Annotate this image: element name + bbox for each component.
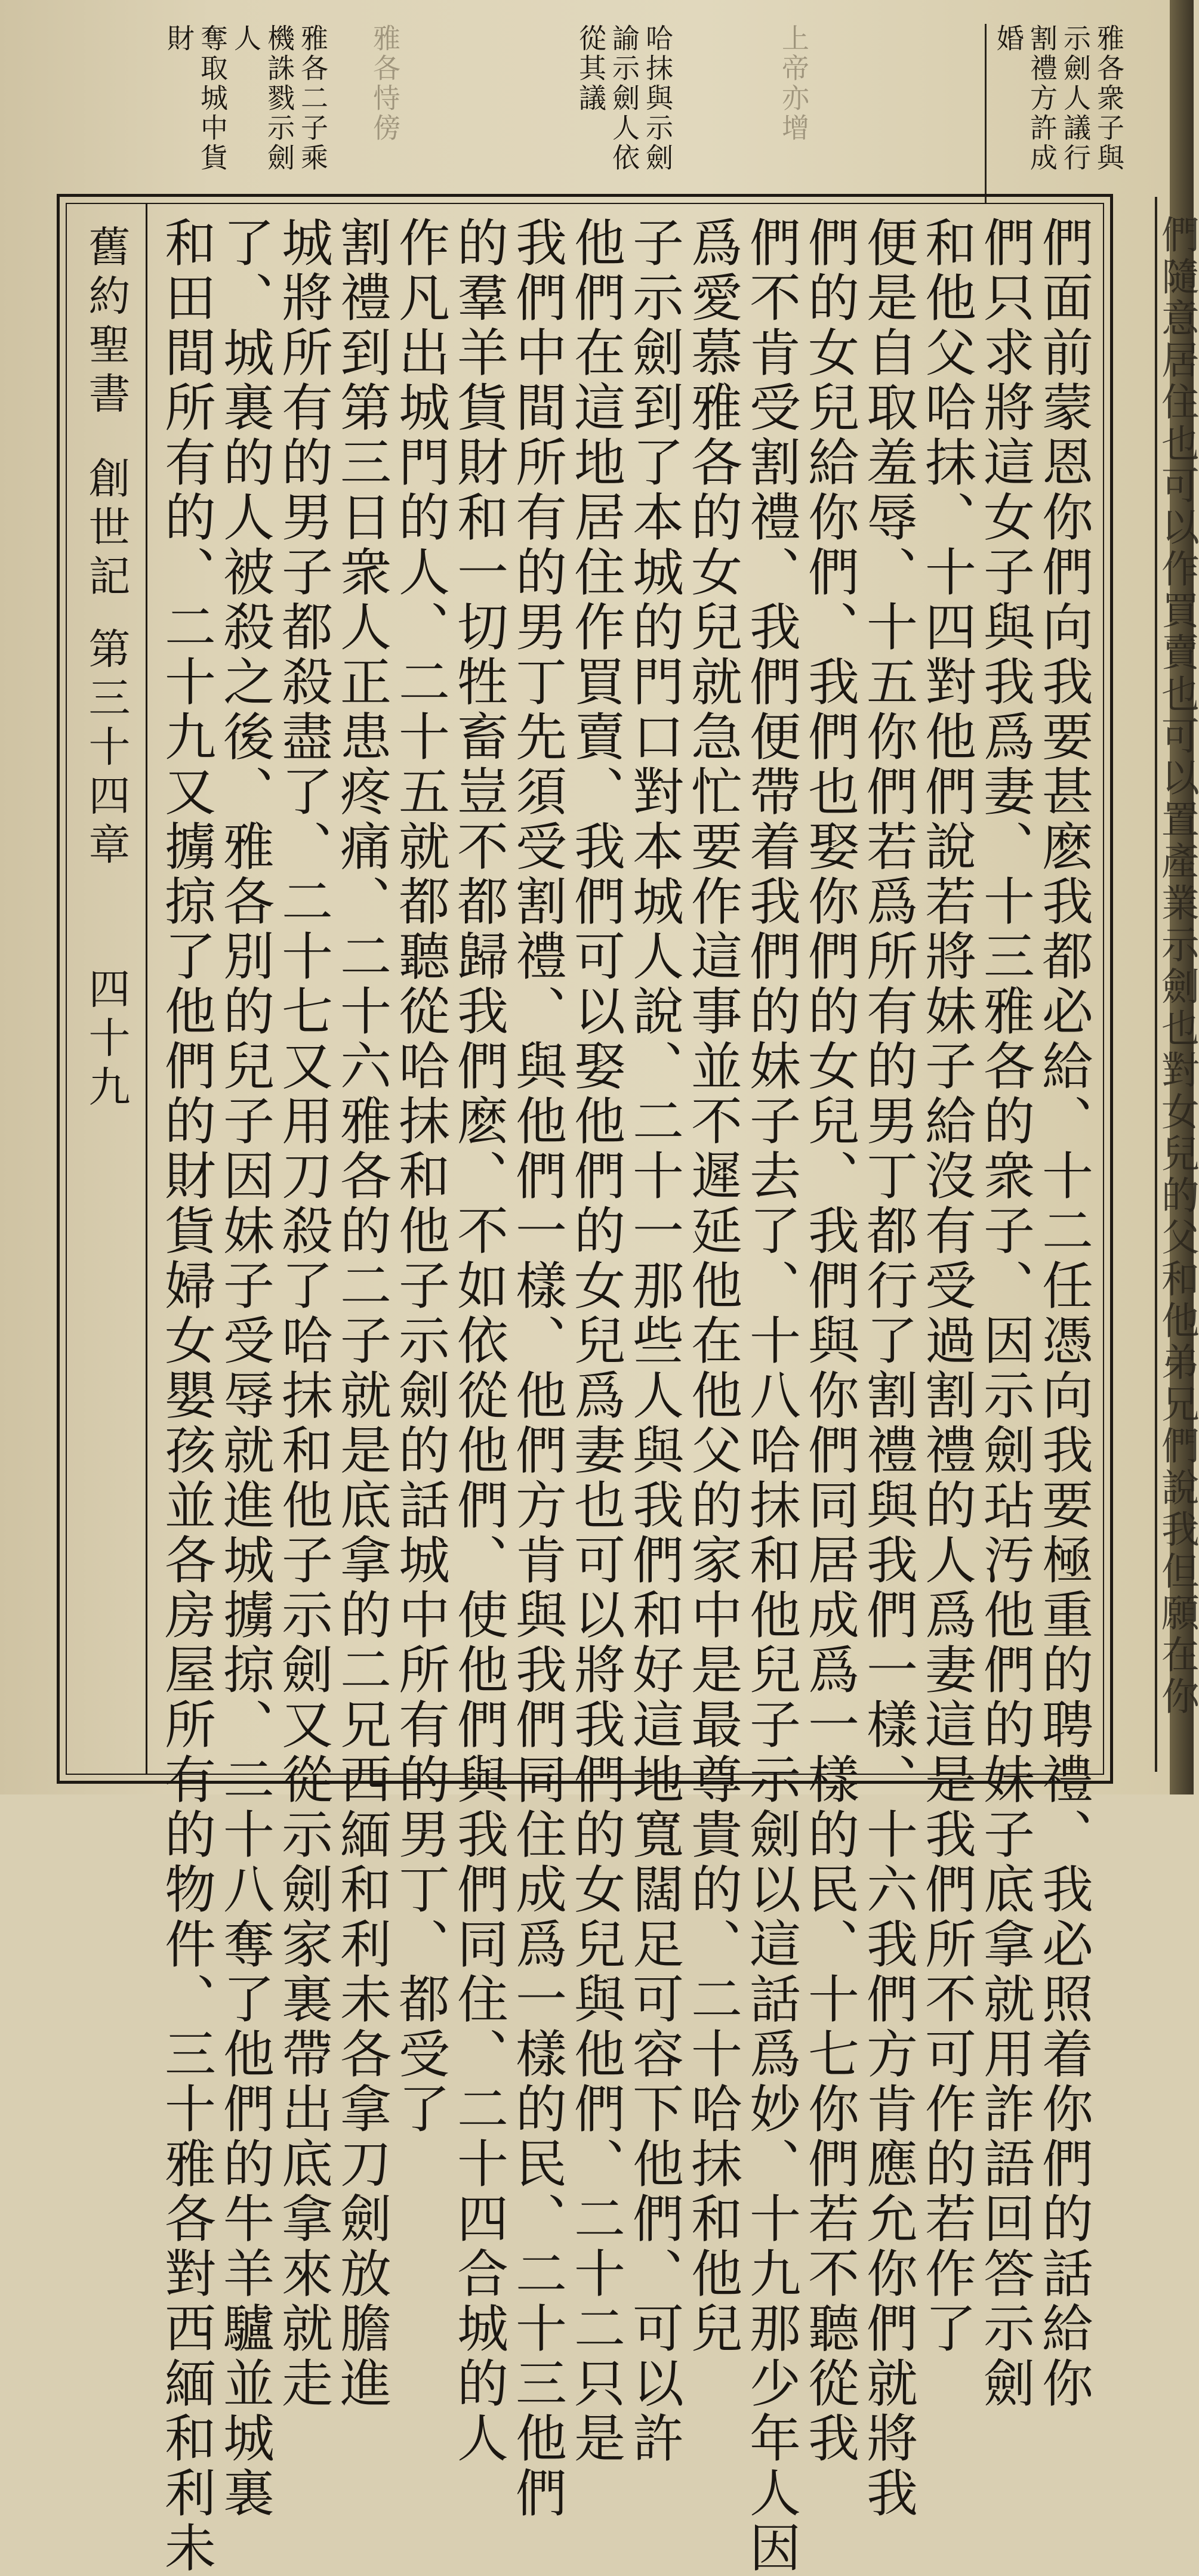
summary-line: 從其議: [575, 24, 607, 113]
text-column: 們的女兒給你們、我們也娶你們的女兒、我們與你們同居成爲一樣的民、十七你們若不聽從我: [799, 216, 859, 2466]
header-chapter: 第三十四章: [82, 627, 131, 872]
margin-faded-right: [779, 24, 809, 203]
header-book: 創世記: [82, 456, 131, 603]
text-column: 了、城裏的人被殺之後、雅各別的兒子因妹子受辱就進城擄掠、二十八奪了他們的牛羊驢並城裏: [214, 216, 274, 2521]
margin-summary-right: [994, 24, 1124, 203]
faded-text: 雅各恃傍: [369, 24, 401, 143]
summary-line: 機誅戮示劍: [263, 24, 295, 173]
margin-faded-left: [370, 24, 400, 203]
text-column: 的羣羊貨財和一切牲畜豈不都歸我們麽、不如依從他們、使他們與我們同住、二十四合城的人: [448, 216, 508, 2466]
summary-line: 割禮方許成: [1026, 24, 1058, 173]
scripture-body: [150, 204, 1103, 2576]
margin-summary-left: [164, 24, 328, 203]
summary-divider: [985, 24, 987, 203]
summary-line: 婚: [993, 24, 1025, 54]
next-page-edge: [1155, 197, 1197, 1772]
page-number: 四十九: [82, 967, 131, 1114]
faded-text: 上帝亦增: [778, 24, 810, 143]
text-column: 爲愛慕雅各的女兒就急忙要作這事並不遲延他在他父的家中是最尊貴的、二十哈抹和他兒: [682, 216, 742, 2356]
text-column: 和他父哈抹、十四對他們說若將妹子給沒有受過割禮的人爲妻這是我們所不可作的若作了: [916, 216, 976, 2356]
text-column: 城將所有的男子都殺盡了、二十七又用刀殺了哈抹和他子示劍又從示劍家裏帶出底拿來就走: [273, 216, 332, 2411]
text-column: 子示劍到了本城的門口對本城人說、二十一那些人與我們和好這地寬闊足可容下他們、可以許: [624, 216, 683, 2466]
text-frame: [57, 194, 1113, 2576]
summary-line: 雅各衆子與: [1093, 24, 1125, 173]
text-column: 們不肯受割禮、我們便帶着我們的妹子去了、十八哈抹和他兒子示劍以這話爲妙、十九那少年人因: [741, 216, 800, 2576]
summary-line: 奪取城中貨: [196, 24, 229, 173]
text-column: 和田間所有的、二十九又擄掠了他們的財貨婦女嬰孩並各房屋所有的物件、三十雅各對西緬和利未: [156, 216, 215, 2576]
running-header: [67, 204, 147, 1774]
text-column: 作凡出城門的人、二十五就都聽從哈抹和他子示劍的話城中所有的男丁、都受了: [390, 216, 449, 2137]
text-column: 便是自取羞辱、十五你們若爲所有的男丁都行了割禮與我們一樣、十六我們方肯應允你們就將我: [858, 216, 917, 2521]
text-column: 他們在這地居住作買賣、我們可以娶他們的女兒爲妻也可以將我們的女兒與他們、二十二只是: [565, 216, 625, 2466]
summary-line: 示劍人議行: [1059, 24, 1092, 173]
summary-line: 雅各二子乘: [297, 24, 329, 173]
summary-line: 哈抹與示劍: [642, 24, 674, 173]
text-column: 們只求將這女子與我爲妻、十三雅各的衆子、因示劍玷汚他們的妹子底拿就用詐語回答示劍: [975, 216, 1034, 2411]
summary-line: 財: [163, 24, 195, 54]
text-frame-inner: [66, 203, 1104, 2576]
summary-line: 人: [230, 24, 262, 54]
next-page-text: 們隨意居住也可以作買賣也可以置產業示劍也對女兒的父和他弟兄們說我但願在你: [1155, 215, 1199, 1718]
text-column: 們面前蒙恩你們向我要甚麽我都必給、十二任憑向我要極重的聘禮、我必照着你們的話給你: [1033, 216, 1093, 2411]
header-title: 舊約聖書: [82, 225, 131, 421]
summary-line: 諭示劍人依: [608, 24, 640, 173]
text-column: 我們中間所有的男丁先須受割禮、與他們一樣、他們方肯與我們同住成爲一樣的民、二十三他們: [507, 216, 566, 2521]
text-column: 割禮到第三日衆人正患疼痛、二十六雅各的二子就是底拿的二兄西緬和利未各拿刀劍放膽進: [331, 216, 391, 2411]
margin-summary-middle: [576, 24, 673, 203]
